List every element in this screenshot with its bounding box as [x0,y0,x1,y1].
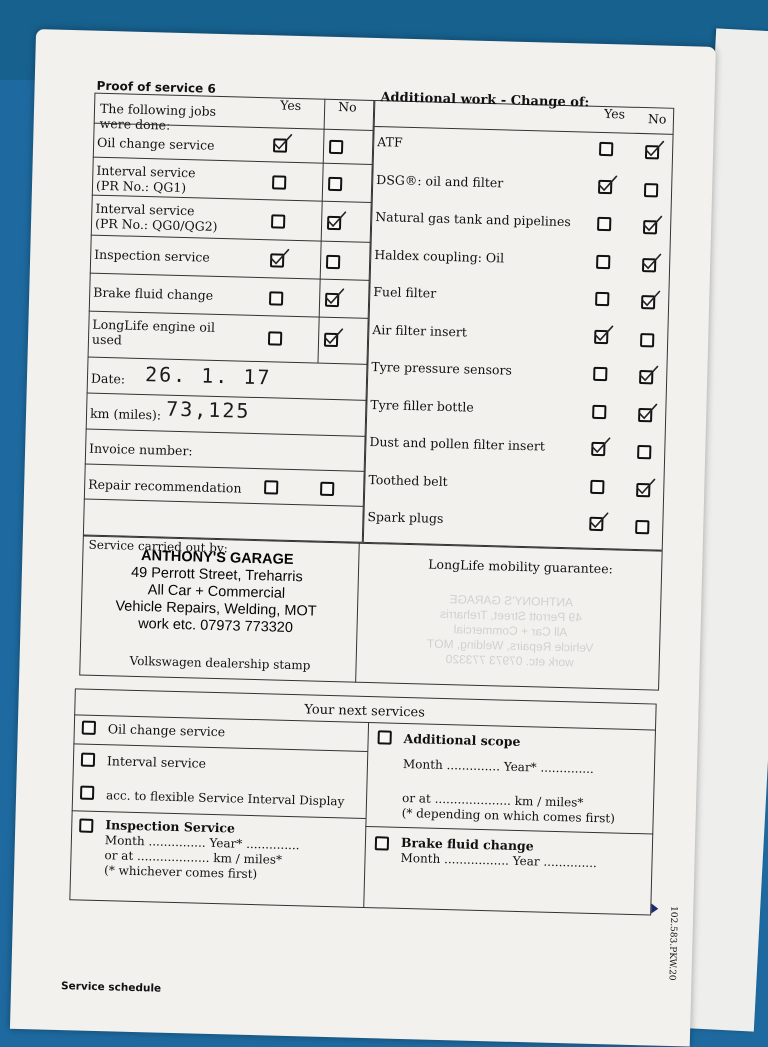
stamp-line-1: ANTHONY'S GARAGE [140,548,294,569]
right-row-yes-checkbox[interactable] [590,480,604,494]
right-row-label: Haldex coupling: Oil [374,247,505,266]
check-mark-icon [639,289,662,310]
check-mark-icon [641,214,664,235]
inspection-km-line: or at ................... km / miles* [104,848,283,867]
repair-no-checkbox[interactable] [320,482,334,496]
left-row-yes-checkbox[interactable] [269,291,283,305]
right-row-no-checkbox[interactable] [640,333,654,347]
interval-next-checkbox[interactable] [81,753,95,767]
check-mark-icon [322,327,345,348]
right-row-no-checkbox[interactable] [635,520,649,534]
additional-scope-title: Additional scope [403,730,521,750]
stamp-ghost-imprint: ANTHONY'S GARAGE 49 Perrott Street, Treharris All Car + Commercial Vehicle Repairs, Welding, MOT work etc. 07973 773320 [426,592,594,670]
check-mark-icon [634,477,657,498]
right-row-yes-checkbox[interactable] [599,142,613,156]
additional-month-line: Month .............. Year* .............. [402,756,595,776]
right-table-header: Additional work - Change of: [380,90,590,111]
left-row-no-checkbox[interactable] [326,255,340,269]
right-row-label: ATF [377,134,403,150]
check-mark-icon [592,324,615,345]
check-mark-icon [589,436,612,457]
left-row-yes-checkbox[interactable] [272,175,286,189]
service-by-label: Service carried out by: [88,537,228,556]
right-row-label: Fuel filter [373,284,437,301]
right-row-yes-checkbox[interactable] [595,292,609,306]
left-row-label: Brake fluid change [93,284,214,303]
check-mark-icon [636,402,659,423]
check-mark-icon [637,364,660,385]
document-code: 102.583.PKW.20 [666,905,679,981]
repair-label: Repair recommendation [88,476,242,496]
garage-stamp [90,547,342,639]
longlife-guarantee-label: LongLife mobility guarantee: [428,556,614,577]
left-row-no-checkbox[interactable] [329,140,343,154]
check-mark-icon [587,511,610,532]
right-row-label: Dust and pollen filter insert [369,433,546,454]
stamp-line-5: work etc. 07973 773320 [137,615,294,637]
right-row-label: Natural gas tank and pipelines [375,209,571,230]
stamp-line-2: 49 Perrott Street, Treharris [130,564,303,586]
flexible-next-checkbox[interactable] [80,786,94,800]
left-row-yes-checkbox[interactable] [268,331,282,345]
interval-next-label: Interval service [106,753,207,771]
oil-change-next-checkbox[interactable] [82,721,96,735]
left-row-label: Oil change service [96,134,215,153]
right-row-label: Tyre filler bottle [370,396,474,415]
left-yes-header: Yes [280,97,302,114]
left-table-header: The following jobs were done: [99,100,217,133]
right-row-yes-checkbox[interactable] [596,255,610,269]
inspection-month-line: Month ............... Year* .............. [104,833,300,853]
flexible-next-label: acc. to flexible Service Interval Display [105,788,345,809]
date-label: Date: [90,370,126,387]
left-row-label: Interval service (PR No.: QG1) [95,162,196,196]
stamp-line-4: Vehicle Repairs, Welding, MOT [115,598,317,620]
check-mark-icon [325,210,348,231]
right-row-label: DSG®: oil and filter [376,172,504,191]
right-row-label: Spark plugs [367,508,444,526]
right-row-no-checkbox[interactable] [644,183,658,197]
left-row-no-checkbox[interactable] [328,177,342,191]
repair-yes-checkbox[interactable] [264,480,278,494]
right-row-yes-checkbox[interactable] [592,405,606,419]
check-mark-icon [643,139,666,160]
right-yes-header: Yes [603,105,626,122]
left-row-label: Interval service (PR No.: QG0/QG2) [94,200,218,234]
right-row-yes-checkbox[interactable] [593,367,607,381]
check-mark-icon [323,287,346,308]
additional-note: (* depending on which comes first) [401,805,616,826]
service-schedule-footer: Service schedule [60,980,162,995]
check-mark-icon [596,174,619,195]
inspection-next-title: Inspection Service [105,817,236,836]
right-row-label: Toothed belt [368,471,448,490]
date-value[interactable]: 26. 1. 17 [144,362,272,390]
service-booklet-page [10,29,716,1046]
inspection-note: (* whichever comes first) [103,863,258,882]
brake-fluid-next-title: Brake fluid change [400,834,534,854]
proof-of-service-title: Proof of service 6 [96,78,216,96]
right-row-no-checkbox[interactable] [637,445,651,459]
stamp-line-3: All Car + Commercial [147,582,286,602]
brake-fluid-month-line: Month ................. Year .............. [400,850,598,871]
right-row-yes-checkbox[interactable] [597,217,611,231]
left-row-label: LongLife engine oil used [91,316,216,348]
invoice-label: Invoice number: [88,440,193,459]
next-services-header: Your next services [304,702,426,721]
additional-scope-checkbox[interactable] [378,730,392,744]
brake-fluid-next-checkbox[interactable] [375,836,389,850]
left-row-yes-checkbox[interactable] [271,214,285,228]
dealer-stamp-label: Volkswagen dealership stamp [129,653,311,673]
check-mark-icon [271,132,294,153]
page-arrow-icon [651,904,658,914]
km-value[interactable]: 73,125 [165,396,251,423]
left-no-header: No [337,99,357,115]
right-row-label: Tyre pressure sensors [371,358,513,378]
left-row-label: Inspection service [94,246,211,265]
right-row-label: Air filter insert [372,322,468,340]
km-label: km (miles): [89,405,162,423]
oil-change-next-label: Oil change service [107,721,226,740]
inspection-next-checkbox[interactable] [79,819,93,833]
additional-km-line: or at .................... km / miles* [401,790,584,810]
check-mark-icon [640,252,663,273]
right-no-header: No [647,111,667,127]
check-mark-icon [268,247,291,268]
